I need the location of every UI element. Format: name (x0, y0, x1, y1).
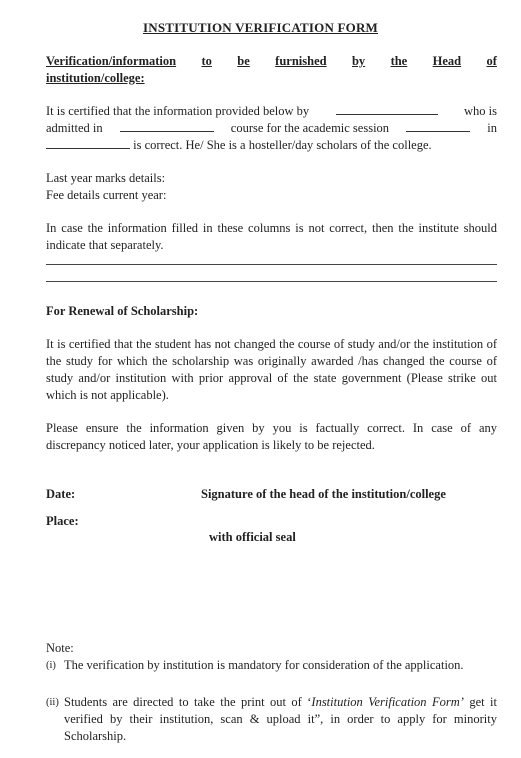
course-field[interactable] (120, 120, 214, 132)
last-year-marks-label: Last year marks details: (46, 171, 166, 185)
note-item (46, 657, 497, 674)
session-field[interactable] (406, 120, 470, 132)
heading-line-1 (46, 53, 497, 70)
date-label: Date: (46, 487, 76, 501)
note-marker: (i) (46, 660, 56, 671)
note-form-name: Institution Verification Form’ (311, 695, 464, 709)
name-field[interactable] (336, 103, 438, 115)
note-text-part: get it verified by their institution, scan & upload it”, in order to apply for minority Scholarship. (64, 695, 497, 743)
heading-word: the (390, 54, 408, 68)
heading-word: by (351, 54, 366, 68)
heading-word: to (201, 54, 212, 68)
form-title: INSTITUTION VERIFICATION FORM (142, 20, 379, 35)
cert-text: in (487, 121, 497, 135)
note-text: The verification by institution is mandatory for consideration of the application. (64, 658, 464, 672)
institution-field[interactable] (46, 137, 130, 149)
heading-subtitle: institution/college: (46, 71, 145, 85)
ensure-text: Please ensure the information given by you is factually correct. In case of any discrepancy noticed later, your application is likely to be rejected. (46, 421, 497, 452)
heading-word: furnished (275, 54, 327, 68)
remark-line[interactable] (46, 281, 497, 282)
remark-line[interactable] (46, 264, 497, 265)
signature-label: Signature of the head of the institution/college (201, 487, 446, 501)
cert-line-1 (46, 103, 497, 120)
cert-text: It is certified that the information provided below by (46, 104, 310, 118)
note-marker: (ii) (46, 697, 59, 708)
heading-line-2 (46, 70, 497, 87)
cert-text: course for the academic session (230, 121, 390, 135)
heading-word: Verification/information (46, 54, 177, 68)
cert-text: admitted in (46, 121, 103, 135)
note-text (64, 694, 497, 745)
place-label: Place: (46, 514, 79, 528)
heading-word: be (237, 54, 250, 68)
note-item (46, 694, 497, 745)
cert-text: who is (464, 104, 497, 118)
cert-text: is correct. He/ She is a hosteller/day scholars of the college. (133, 138, 432, 152)
renewal-heading: For Renewal of Scholarship: (46, 304, 199, 318)
incorrect-info-note: In case the information filled in these columns is not correct, then the institute should indicate that separately. (46, 221, 497, 252)
fee-details-label: Fee details current year: (46, 188, 167, 202)
heading-word: of (486, 54, 497, 68)
heading-word: Head (432, 54, 462, 68)
cert-line-2 (46, 120, 497, 137)
renewal-text: It is certified that the student has not changed the course of study and/or the institution of the study for which the scholarship was originally awarded /has changed the course of study and/or institution with prior approval of the state government (Please strike out which is not applicable). (46, 337, 497, 402)
cert-line-3 (46, 137, 497, 154)
note-label: Note: (46, 641, 74, 655)
note-text-part: Students are directed to take the print out of ‘ (64, 695, 312, 709)
seal-label: with official seal (209, 530, 296, 544)
